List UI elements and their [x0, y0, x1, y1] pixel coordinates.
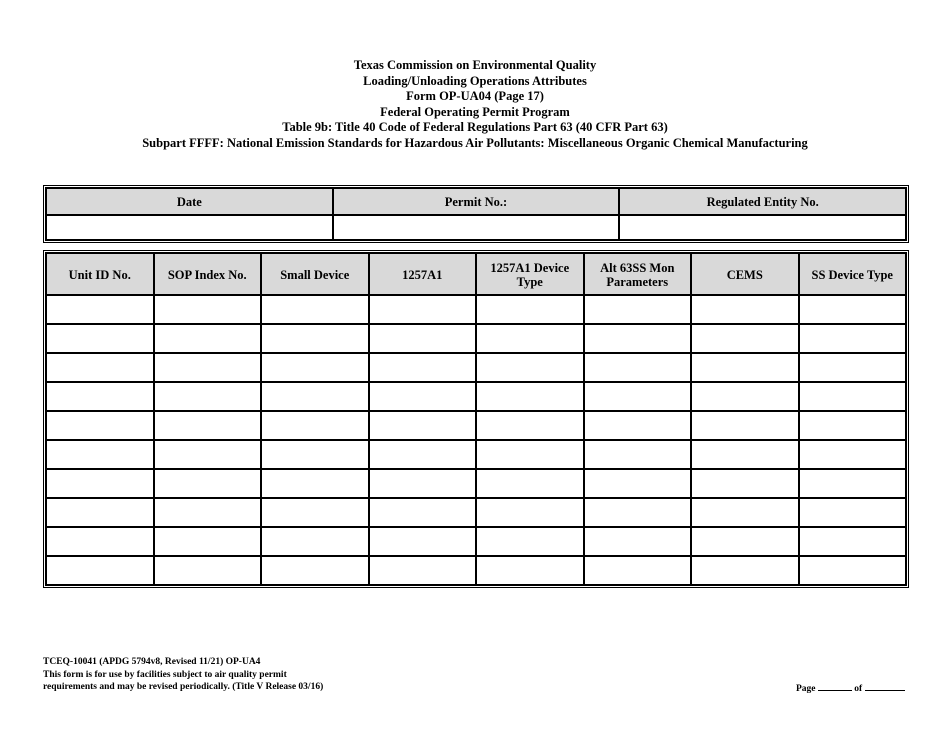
1257a1-device-type-cell[interactable]: [476, 527, 584, 556]
1257a1-device-type-cell[interactable]: [476, 324, 584, 353]
small-device-cell[interactable]: [261, 498, 369, 527]
1257a1-device-type-cell[interactable]: [476, 440, 584, 469]
table-row: [46, 469, 906, 498]
footer-note-line-1: This form is for use by facilities subject to air quality permit: [43, 669, 287, 680]
table-row: [46, 440, 906, 469]
unit-id-cell[interactable]: [46, 382, 154, 411]
cems-cell[interactable]: [691, 295, 799, 324]
small-device-cell[interactable]: [261, 469, 369, 498]
date-header: Date: [46, 188, 333, 215]
cems-cell[interactable]: [691, 324, 799, 353]
alt-63ss-mon-parameters-cell[interactable]: [584, 498, 692, 527]
small-device-cell[interactable]: [261, 382, 369, 411]
form-header: [0, 58, 950, 151]
unit-id-cell[interactable]: [46, 556, 154, 585]
alt-63ss-mon-parameters-cell[interactable]: [584, 469, 692, 498]
alt-63ss-mon-parameters-header: Alt 63SS Mon Parameters: [584, 253, 692, 295]
1257a1-device-type-cell[interactable]: [476, 353, 584, 382]
of-label: of: [854, 684, 863, 694]
1257a1-cell[interactable]: [369, 556, 477, 585]
alt-63ss-mon-parameters-cell[interactable]: [584, 324, 692, 353]
unit-attributes-table: [43, 250, 909, 588]
sop-index-cell[interactable]: [154, 556, 262, 585]
1257a1-cell[interactable]: [369, 382, 477, 411]
ss-device-type-cell[interactable]: [799, 353, 907, 382]
cems-cell[interactable]: [691, 469, 799, 498]
ss-device-type-cell[interactable]: [799, 382, 907, 411]
table-row: [46, 411, 906, 440]
small-device-cell[interactable]: [261, 440, 369, 469]
sop-index-cell[interactable]: [154, 498, 262, 527]
small-device-cell[interactable]: [261, 353, 369, 382]
unit-id-header: Unit ID No.: [46, 253, 154, 295]
unit-id-cell[interactable]: [46, 469, 154, 498]
cems-cell[interactable]: [691, 498, 799, 527]
table-row: [46, 527, 906, 556]
sop-index-cell[interactable]: [154, 469, 262, 498]
table-row: [46, 382, 906, 411]
1257a1-device-type-cell[interactable]: [476, 498, 584, 527]
ss-device-type-header: SS Device Type: [799, 253, 907, 295]
page-total-blank[interactable]: [865, 680, 905, 691]
table-row: [46, 353, 906, 382]
alt-63ss-mon-parameters-cell[interactable]: [584, 440, 692, 469]
table-row: [46, 295, 906, 324]
1257a1-cell[interactable]: [369, 324, 477, 353]
unit-id-cell[interactable]: [46, 498, 154, 527]
alt-63ss-mon-parameters-cell[interactable]: [584, 556, 692, 585]
alt-63ss-mon-parameters-cell[interactable]: [584, 353, 692, 382]
cems-cell[interactable]: [691, 382, 799, 411]
page-number-blank[interactable]: [818, 680, 852, 691]
small-device-cell[interactable]: [261, 411, 369, 440]
sop-index-cell[interactable]: [154, 411, 262, 440]
1257a1-cell[interactable]: [369, 411, 477, 440]
1257a1-cell[interactable]: [369, 469, 477, 498]
1257a1-cell[interactable]: [369, 440, 477, 469]
footer-note-line-2: requirements and may be revised periodically. (Title V Release 03/16): [43, 682, 324, 692]
entity-info-table: [43, 185, 909, 243]
page-label: Page: [796, 684, 816, 694]
cems-cell[interactable]: [691, 353, 799, 382]
unit-id-cell[interactable]: [46, 411, 154, 440]
form-title: Loading/Unloading Operations Attributes: [363, 73, 587, 88]
sop-index-cell[interactable]: [154, 324, 262, 353]
1257a1-device-type-cell[interactable]: [476, 382, 584, 411]
ss-device-type-cell[interactable]: [799, 440, 907, 469]
small-device-cell[interactable]: [261, 324, 369, 353]
table-row: [46, 498, 906, 527]
sop-index-header: SOP Index No.: [154, 253, 262, 295]
ss-device-type-cell[interactable]: [799, 295, 907, 324]
small-device-cell[interactable]: [261, 527, 369, 556]
regulated-entity-header: Regulated Entity No.: [619, 188, 906, 215]
cems-cell[interactable]: [691, 440, 799, 469]
alt-63ss-mon-parameters-cell[interactable]: [584, 411, 692, 440]
1257a1-device-type-cell[interactable]: [476, 411, 584, 440]
date-field[interactable]: [46, 215, 333, 240]
cems-cell[interactable]: [691, 556, 799, 585]
ss-device-type-cell[interactable]: [799, 498, 907, 527]
ss-device-type-cell[interactable]: [799, 324, 907, 353]
page-number-field: [796, 680, 905, 694]
cems-cell[interactable]: [691, 527, 799, 556]
sop-index-cell[interactable]: [154, 440, 262, 469]
ss-device-type-cell[interactable]: [799, 411, 907, 440]
unit-id-cell[interactable]: [46, 353, 154, 382]
form-footer: [43, 656, 323, 694]
small-device-header: Small Device: [261, 253, 369, 295]
agency-name: Texas Commission on Environmental Quality: [353, 58, 597, 72]
1257a1-device-type-header: 1257A1 Device Type: [476, 253, 584, 295]
1257a1-header: 1257A1: [369, 253, 477, 295]
sop-index-cell[interactable]: [154, 353, 262, 382]
sop-index-cell[interactable]: [154, 295, 262, 324]
regulated-entity-field[interactable]: [619, 215, 906, 240]
unit-table-body: [46, 295, 906, 585]
1257a1-cell[interactable]: [369, 295, 477, 324]
1257a1-device-type-cell[interactable]: [476, 469, 584, 498]
form-code: TCEQ-10041 (APDG 5794v8, Revised 11/21) OP-UA4: [43, 657, 261, 667]
small-device-cell[interactable]: [261, 295, 369, 324]
form-id: Form OP-UA04 (Page 17): [406, 89, 544, 103]
1257a1-device-type-cell[interactable]: [476, 295, 584, 324]
sop-index-cell[interactable]: [154, 527, 262, 556]
unit-id-cell[interactable]: [46, 527, 154, 556]
program-name: Federal Operating Permit Program: [380, 104, 570, 119]
cems-header: CEMS: [691, 253, 799, 295]
alt-63ss-mon-parameters-cell[interactable]: [584, 382, 692, 411]
alt-63ss-mon-parameters-cell[interactable]: [584, 527, 692, 556]
ss-device-type-cell[interactable]: [799, 556, 907, 585]
small-device-cell[interactable]: [261, 556, 369, 585]
unit-id-cell[interactable]: [46, 324, 154, 353]
unit-id-cell[interactable]: [46, 295, 154, 324]
permit-number-field[interactable]: [333, 215, 620, 240]
alt-63ss-mon-parameters-cell[interactable]: [584, 295, 692, 324]
permit-number-header: Permit No.:: [333, 188, 620, 215]
1257a1-device-type-cell[interactable]: [476, 556, 584, 585]
unit-id-cell[interactable]: [46, 440, 154, 469]
table-row: [46, 556, 906, 585]
table-title: Table 9b: Title 40 Code of Federal Regulations Part 63 (40 CFR Part 63): [282, 120, 668, 134]
ss-device-type-cell[interactable]: [799, 527, 907, 556]
1257a1-cell[interactable]: [369, 498, 477, 527]
1257a1-cell[interactable]: [369, 527, 477, 556]
ss-device-type-cell[interactable]: [799, 469, 907, 498]
cems-cell[interactable]: [691, 411, 799, 440]
1257a1-cell[interactable]: [369, 353, 477, 382]
sop-index-cell[interactable]: [154, 382, 262, 411]
table-row: [46, 324, 906, 353]
subpart-title: Subpart FFFF: National Emission Standards for Hazardous Air Pollutants: Miscellaneous Organic Chemical Manufacturing: [142, 135, 808, 150]
